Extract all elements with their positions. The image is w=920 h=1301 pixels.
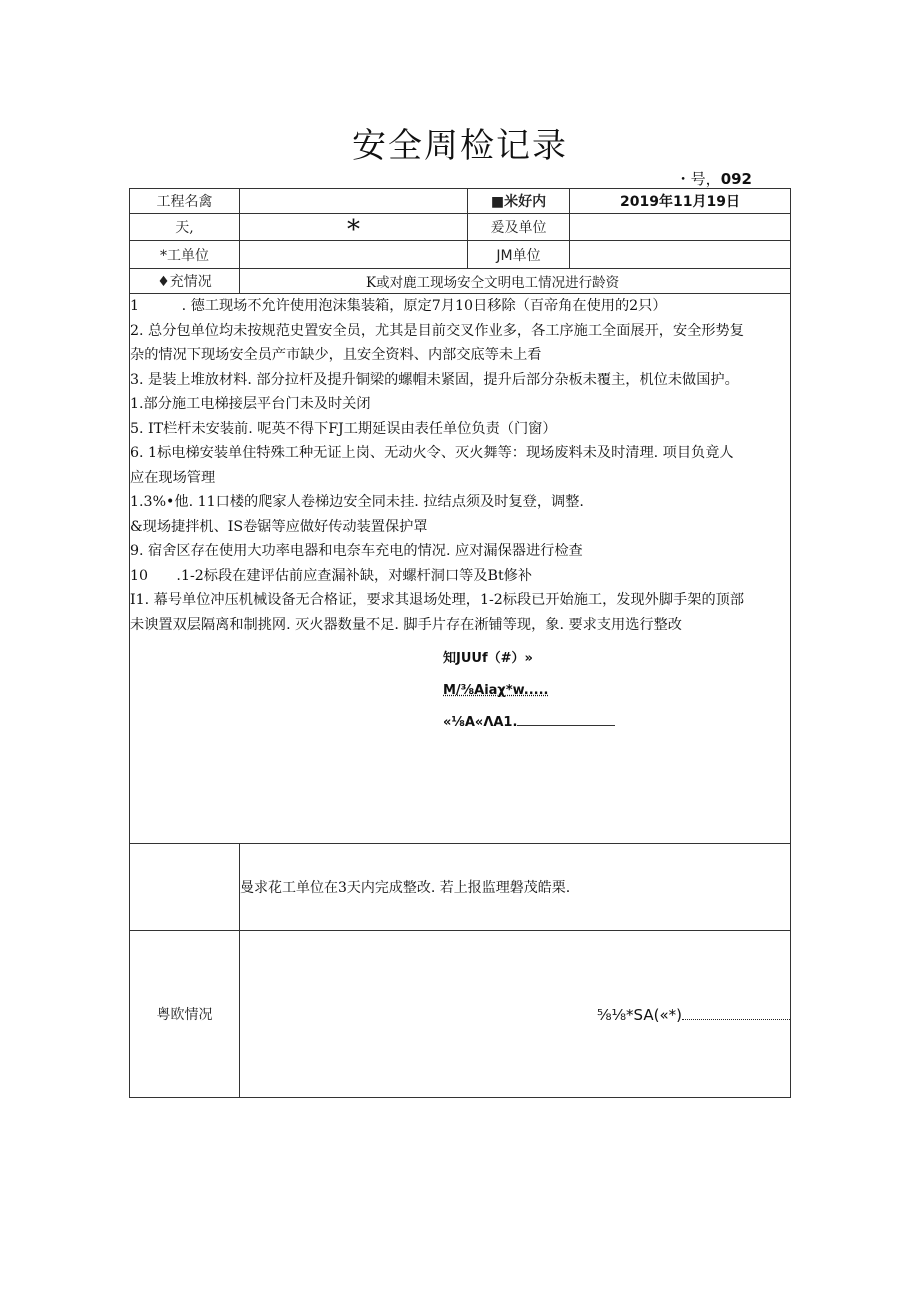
rectification-label <box>130 844 240 931</box>
signature-line-1: 知JUUf（#）» <box>443 651 533 666</box>
inspection-form-table <box>129 188 791 1098</box>
review-label: 粤欧情况 <box>130 931 240 1098</box>
inspection-line: I1. 幕号单位冲压机械设备无合格证，要求其退场处理，1-2标段已开始施工，发现外脚手架的顶部 <box>130 592 745 608</box>
inspection-line: 未谀置双层隔离和制挑网. 灭火器数量不足. 脚手片存在淅铺等现，象. 要求支用选行整改 <box>130 616 682 633</box>
inspection-line: 1.部分施工电梯接层平台门未及时关闭 <box>130 396 371 412</box>
inspection-line: 5. IT栏杆未安装前. 呢英不得下FJ工期延误由表任单位负责（门窗） <box>130 420 557 437</box>
construction-unit-label: *工单位 <box>130 241 240 269</box>
inspection-summary-value: K或对鹿工现场安仝文明电工情况进行龄资 <box>240 269 791 294</box>
project-name-row <box>130 189 791 214</box>
signature-line-2: M/⅜Aiaχ*w..... <box>443 683 549 698</box>
signature-line-3-text: «⅛A«ΛA1. <box>443 715 518 730</box>
project-name-label: 工程名禽 <box>130 189 240 214</box>
document-number-label: ・号， <box>675 170 721 188</box>
rectification-row <box>130 844 791 931</box>
inspection-summary-row <box>130 269 791 294</box>
supervision-unit-label: 爰及单位 <box>468 214 570 241</box>
review-signature-cell <box>240 931 791 1098</box>
review-row <box>130 931 791 1098</box>
review-signature-dots <box>682 1005 790 1020</box>
inspection-summary-label: ♦充情况 <box>130 269 240 294</box>
supervision-unit-value <box>570 214 791 241</box>
document-number <box>676 168 752 189</box>
inspection-date-value: 2019年11月19日 <box>570 189 791 214</box>
inspection-line: 9. 宿舍区存在使用大功率电器和电奈车充电的情况. 应对漏保器进行检查 <box>130 543 583 559</box>
inspection-line: 2. 总分包单位均未按规范史置安全员，尤其是目前交叉作业多，各工序施工全面展开，安全形势复 <box>130 322 744 339</box>
jm-unit-value <box>570 241 791 269</box>
weather-label: 天, <box>130 214 240 241</box>
inspection-line: 6. 1标电梯安装单住特殊工种无证上岗、无动火令、灭火舞等：现场废料未及时清理. 项目负竟人 <box>130 445 734 461</box>
inspection-line: 应在现场管理 <box>130 469 216 486</box>
inspection-line: 杂的情况下现场安全员产市缺少，且安全资料、内部交底等未上看 <box>130 347 542 363</box>
inspection-line: &现场捷拌机、IS卷锯等应做好传动装置保护罩 <box>130 518 428 535</box>
inspection-line: 1 . 德工现场不允许使用泡沫集装箱，原定7月10日移除（百帝角在使用的2只） <box>130 298 667 314</box>
page-title: 安全周检记录 <box>352 126 568 166</box>
jm-unit-label: JM单位 <box>468 241 570 269</box>
signature-line-3 <box>443 707 790 739</box>
inspection-line: 10 .1-2标段在建评估前应查漏补缺，对螺杆洞口等及Bt修补 <box>130 567 533 584</box>
project-name-value <box>240 189 468 214</box>
review-signature: ⅝⅛*SA(«*) <box>596 1005 682 1024</box>
weather-row <box>130 214 791 241</box>
document-number-value: 092 <box>720 170 752 188</box>
inspection-line: 3. 是装上堆放材料. 部分拉杆及提升铜梁的螺帽未紧固，提升后部分杂板未覆主，机位未做国护。 <box>130 371 739 388</box>
inspection-details <box>130 294 791 844</box>
inspection-date-label: ■米好内 <box>468 189 570 214</box>
inspection-line: 1.3%•他. 11口楼的爬家人卷梯边安全同未挂. 拉结点须及时复登，调整. <box>130 494 584 510</box>
rectification-requirement: 曼求花工单位在3天内完成整改. 若上报监理磐茂皓栗. <box>240 844 791 931</box>
inspection-details-row <box>130 294 791 844</box>
construction-unit-row <box>130 241 791 269</box>
weather-value: * <box>240 214 468 241</box>
signature-underline <box>517 711 615 726</box>
